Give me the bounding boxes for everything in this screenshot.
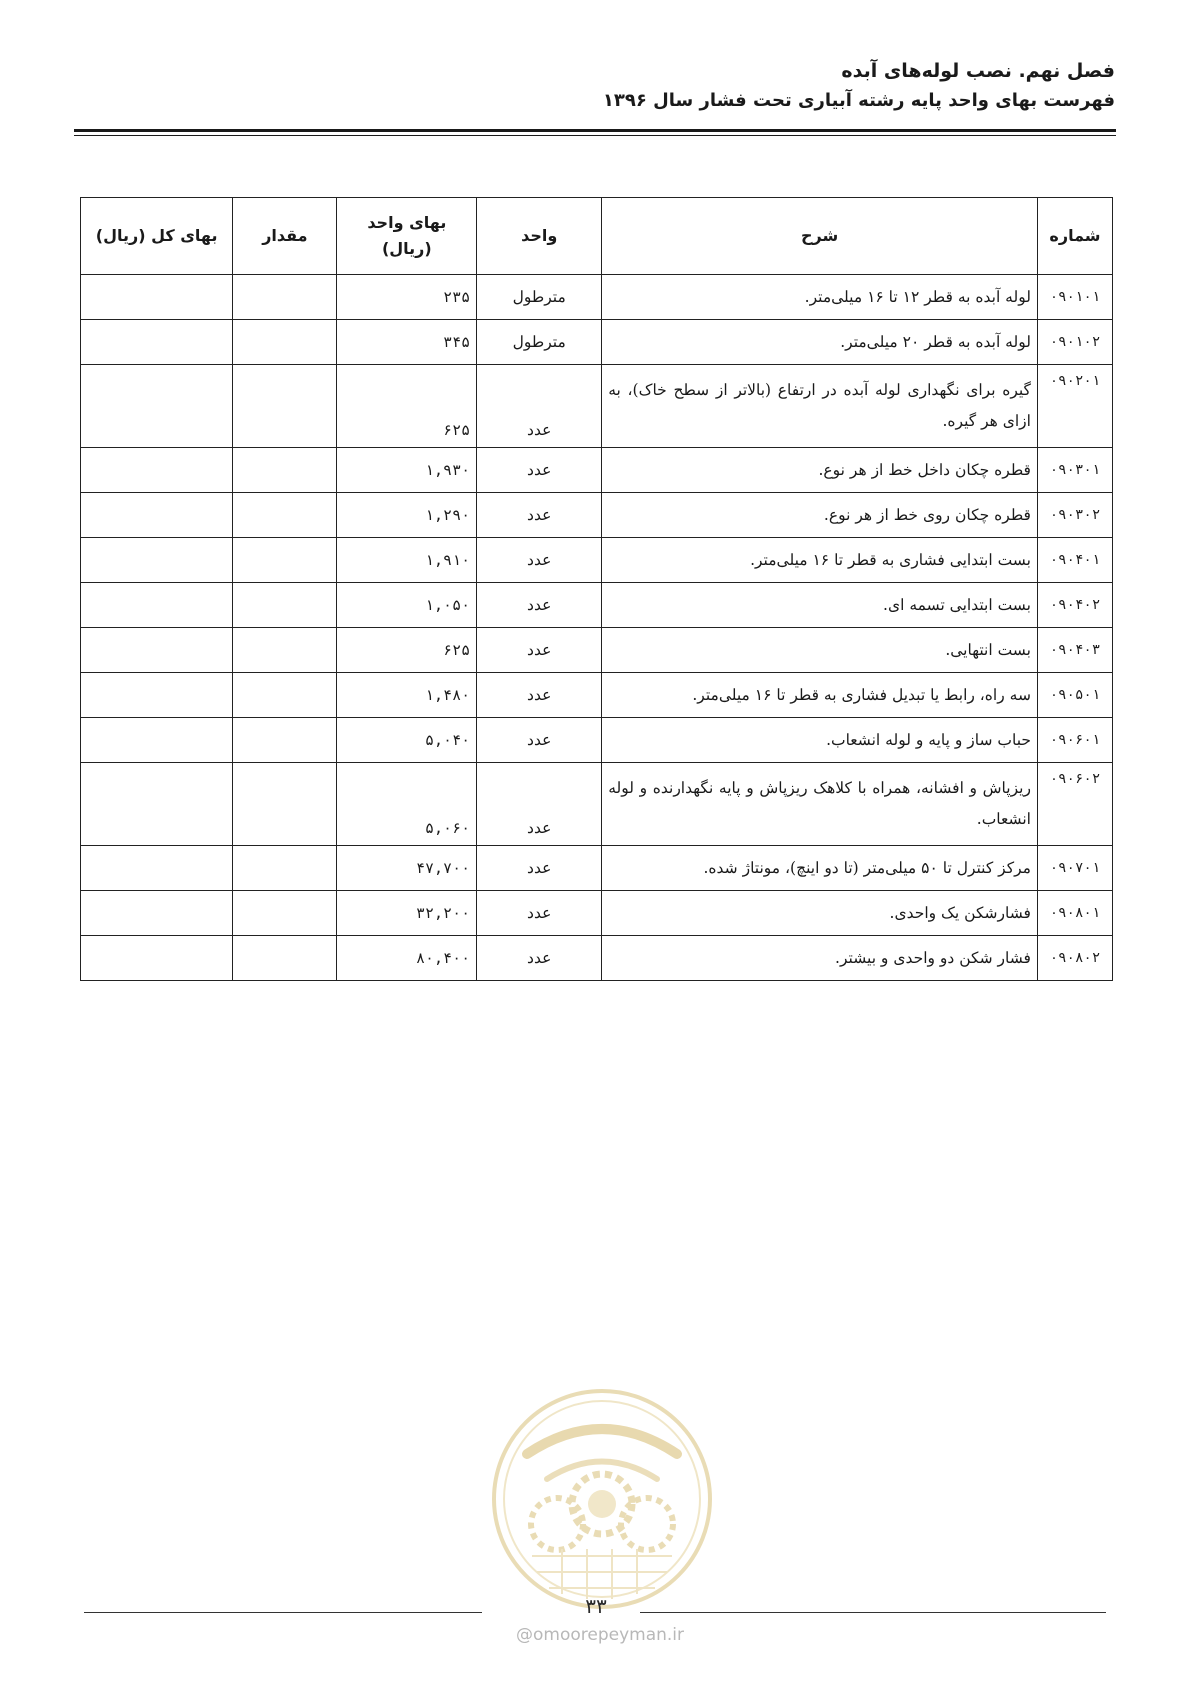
item-description: لوله آبده به قطر ۱۲ تا ۱۶ میلی‌متر. <box>602 275 1038 320</box>
item-total-price <box>81 448 233 493</box>
item-total-price <box>81 320 233 365</box>
watermark-text <box>490 1625 710 1645</box>
item-quantity <box>233 891 337 936</box>
item-code: ۰۹۰۷۰۱ <box>1037 846 1112 891</box>
item-description: بست ابتدایی فشاری به قطر تا ۱۶ میلی‌متر. <box>602 538 1038 583</box>
item-unit-price: ۱,۲۹۰ <box>337 493 477 538</box>
item-total-price <box>81 673 233 718</box>
item-unit-price: ۵,۰۴۰ <box>337 718 477 763</box>
price-list-table <box>80 197 1113 981</box>
table-row <box>81 538 1113 583</box>
table-header-row <box>81 198 1113 275</box>
item-code: ۰۹۰۸۰۲ <box>1037 936 1112 981</box>
table-row <box>81 763 1113 846</box>
header-rule-thick <box>74 129 1116 132</box>
item-unit: عدد <box>477 365 602 448</box>
item-description: لوله آبده به قطر ۲۰ میلی‌متر. <box>602 320 1038 365</box>
item-description: بست ابتدایی تسمه ای. <box>602 583 1038 628</box>
item-unit-price: ۶۲۵ <box>337 365 477 448</box>
item-description: حباب ساز و پایه و لوله انشعاب. <box>602 718 1038 763</box>
item-code: ۰۹۰۳۰۲ <box>1037 493 1112 538</box>
item-unit: عدد <box>477 538 602 583</box>
item-total-price <box>81 583 233 628</box>
item-quantity <box>233 628 337 673</box>
item-unit: عدد <box>477 583 602 628</box>
item-description: بست انتهایی. <box>602 628 1038 673</box>
item-total-price <box>81 763 233 846</box>
item-unit: عدد <box>477 493 602 538</box>
at-sign-icon: @ <box>515 1625 533 1645</box>
item-code: ۰۹۰۵۰۱ <box>1037 673 1112 718</box>
item-quantity <box>233 763 337 846</box>
item-code: ۰۹۰۶۰۱ <box>1037 718 1112 763</box>
page-header <box>75 56 1115 116</box>
item-unit: عدد <box>477 891 602 936</box>
item-quantity <box>233 936 337 981</box>
item-unit: عدد <box>477 763 602 846</box>
item-code: ۰۹۰۴۰۲ <box>1037 583 1112 628</box>
chapter-title: فصل نهم. نصب لوله‌های آبده <box>841 60 1115 82</box>
item-quantity <box>233 448 337 493</box>
item-description: ریزپاش و افشانه، همراه با کلاهک ریزپاش و پایه نگهدارنده و لوله انشعاب. <box>602 763 1038 846</box>
item-code: ۰۹۰۱۰۱ <box>1037 275 1112 320</box>
item-total-price <box>81 538 233 583</box>
item-quantity <box>233 583 337 628</box>
item-unit-price: ۱,۹۱۰ <box>337 538 477 583</box>
item-total-price <box>81 891 233 936</box>
footer-rule-right <box>640 1612 1106 1613</box>
item-description: فشارشکن یک واحدی. <box>602 891 1038 936</box>
item-unit: عدد <box>477 673 602 718</box>
item-total-price <box>81 365 233 448</box>
item-code: ۰۹۰۴۰۱ <box>1037 538 1112 583</box>
item-unit-price: ۸۰,۴۰۰ <box>337 936 477 981</box>
item-description: فشار شکن دو واحدی و بیشتر. <box>602 936 1038 981</box>
column-header-total-price: بهای کل (ریال) <box>81 198 233 275</box>
item-quantity <box>233 275 337 320</box>
table-body <box>81 275 1113 981</box>
item-code: ۰۹۰۳۰۱ <box>1037 448 1112 493</box>
publisher-logo <box>487 1384 717 1614</box>
item-unit-price: ۶۲۵ <box>337 628 477 673</box>
logo-emblem-icon <box>487 1384 717 1614</box>
item-total-price <box>81 493 233 538</box>
item-description: قطره چکان داخل خط از هر نوع. <box>602 448 1038 493</box>
watermark-domain: omoorepeyman.ir <box>532 1625 685 1645</box>
item-quantity <box>233 846 337 891</box>
footer-rule-left <box>84 1612 482 1613</box>
column-header-code: شماره <box>1037 198 1112 275</box>
item-quantity <box>233 538 337 583</box>
table-row <box>81 275 1113 320</box>
table-row <box>81 320 1113 365</box>
table-row <box>81 718 1113 763</box>
table-row <box>81 846 1113 891</box>
item-total-price <box>81 275 233 320</box>
item-quantity <box>233 365 337 448</box>
item-unit: عدد <box>477 936 602 981</box>
column-header-unit-price: بهای واحد (ریال) <box>337 198 477 275</box>
item-quantity <box>233 493 337 538</box>
table-row <box>81 448 1113 493</box>
item-unit: عدد <box>477 448 602 493</box>
column-header-quantity: مقدار <box>233 198 337 275</box>
item-unit-price: ۱,۴۸۰ <box>337 673 477 718</box>
item-unit: عدد <box>477 628 602 673</box>
item-unit-price: ۲۳۵ <box>337 275 477 320</box>
item-unit-price: ۱,۰۵۰ <box>337 583 477 628</box>
table-row <box>81 583 1113 628</box>
item-quantity <box>233 718 337 763</box>
item-unit-price: ۴۷,۷۰۰ <box>337 846 477 891</box>
item-unit-price: ۳۲,۲۰۰ <box>337 891 477 936</box>
header-rule-thin <box>74 135 1116 136</box>
item-code: ۰۹۰۶۰۲ <box>1037 763 1112 846</box>
item-unit-price: ۳۴۵ <box>337 320 477 365</box>
item-unit: عدد <box>477 846 602 891</box>
item-unit-price: ۱,۹۳۰ <box>337 448 477 493</box>
table-row <box>81 628 1113 673</box>
item-code: ۰۹۰۸۰۱ <box>1037 891 1112 936</box>
table-row <box>81 673 1113 718</box>
column-header-description: شرح <box>602 198 1038 275</box>
item-code: ۰۹۰۱۰۲ <box>1037 320 1112 365</box>
table-row <box>81 891 1113 936</box>
page-number: ۳۳ <box>585 1594 607 1618</box>
item-total-price <box>81 628 233 673</box>
item-code: ۰۹۰۲۰۱ <box>1037 365 1112 448</box>
item-unit: مترطول <box>477 275 602 320</box>
item-description: مرکز کنترل تا ۵۰ میلی‌متر (تا دو اینچ)، مونتاژ شده. <box>602 846 1038 891</box>
document-title: فهرست بهای واحد پایه رشته آبیاری تحت فشار سال ۱۳۹۶ <box>602 90 1115 111</box>
table-row <box>81 936 1113 981</box>
item-quantity <box>233 673 337 718</box>
item-description: سه راه، رابط یا تبدیل فشاری به قطر تا ۱۶ میلی‌متر. <box>602 673 1038 718</box>
item-description: قطره چکان روی خط از هر نوع. <box>602 493 1038 538</box>
item-unit-price: ۵,۰۶۰ <box>337 763 477 846</box>
item-quantity <box>233 320 337 365</box>
table-row <box>81 493 1113 538</box>
table-row <box>81 365 1113 448</box>
item-unit: مترطول <box>477 320 602 365</box>
column-header-unit: واحد <box>477 198 602 275</box>
item-description: گیره برای نگهداری لوله آبده در ارتفاع (بالاتر از سطح خاک)، به ازای هر گیره. <box>602 365 1038 448</box>
item-unit: عدد <box>477 718 602 763</box>
item-total-price <box>81 936 233 981</box>
item-total-price <box>81 846 233 891</box>
item-total-price <box>81 718 233 763</box>
item-code: ۰۹۰۴۰۳ <box>1037 628 1112 673</box>
